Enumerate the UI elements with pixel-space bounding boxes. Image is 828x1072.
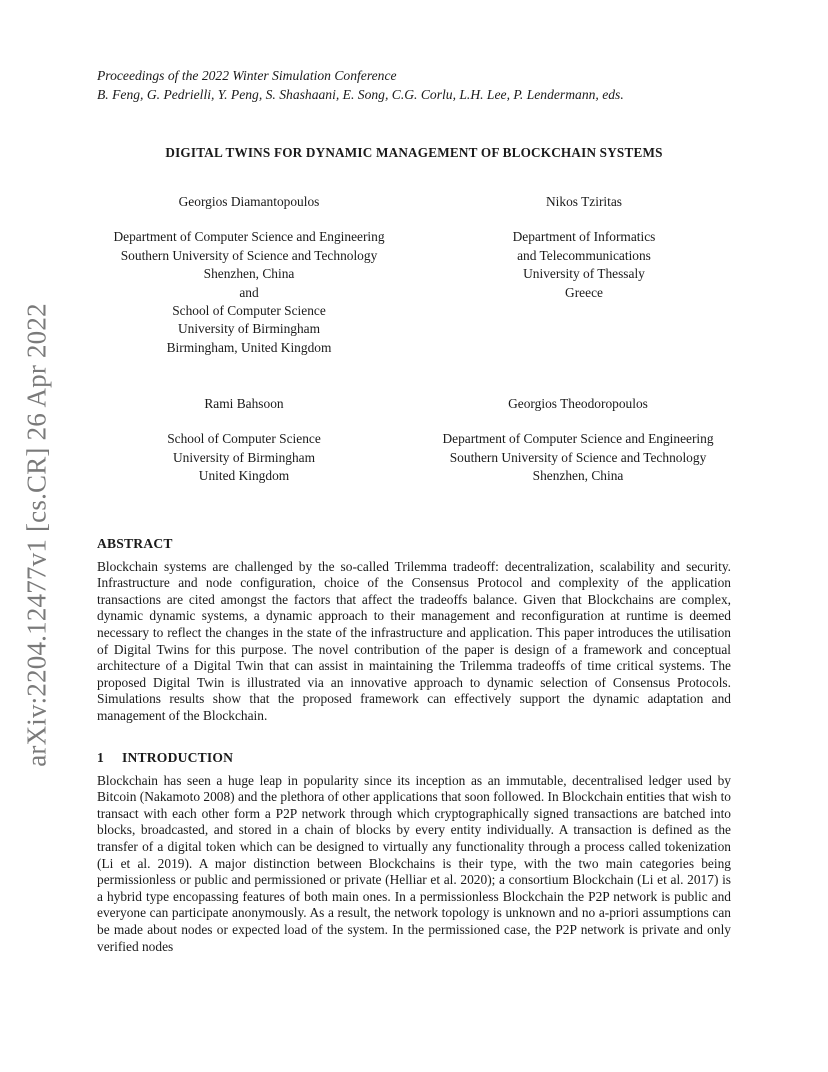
section-title: INTRODUCTION [122,750,234,765]
affiliation-line: Department of Informatics [512,229,656,245]
affiliation-line: and Telecommunications [517,247,651,263]
affiliation-line: School of Computer Science [172,303,326,319]
abstract-heading: ABSTRACT [97,536,173,551]
proceedings-header [97,66,624,104]
introduction-section [97,750,731,955]
affiliation-line: Birmingham, United Kingdom [166,339,332,355]
author-name: Nikos Tziritas [546,194,622,209]
affiliation-line: Department of Computer Science and Engineering [442,431,714,447]
affiliation-line: Southern University of Science and Technology [120,247,378,263]
author-block-1 [97,193,401,357]
introduction-heading [97,750,731,767]
affiliation-line: University of Thessaly [523,266,645,282]
affiliation-line: Greece [565,284,603,300]
author-block-3 [124,395,364,486]
paper-title: DIGITAL TWINS FOR DYNAMIC MANAGEMENT OF BLOCKCHAIN SYSTEMS [165,145,663,160]
affiliation-line: and [239,284,259,300]
affiliation-line: University of Birmingham [177,321,321,337]
section-number: 1 [97,750,104,765]
author-name: Georgios Diamantopoulos [178,194,320,209]
affiliation-line: Southern University of Science and Technology [449,449,707,465]
introduction-text: Blockchain has seen a huge leap in popularity since its inception as an immutable, decentralised ledger used by Bitcoin (Nakamoto 2008) and the plethora of other applications that soon followed. In Blockchain entities that wish to transact with each other form a P2P network through which cryptographically signed transactions are batched into blocks, broadcasted, and stored in a chain of blocks by every entity individually. A transaction is defined as the transfer of a digital token which can be designed to virtually any functionality through a process called tokenization (Li et al. 2019). A major distinction between Blockchains is their type, with the two main categories being permissionless or public and permissioned or private (Helliar et al. 2020); a consortium Blockchain (Li et al. 2017) is a hybrid type encopassing features of both main ones. In a permissionless Blockchain the P2P network is public and everyone can participate anonymously. As a result, the network topology is unknown and no a-priori assumptions can be made about nodes or expected load of the system. In the permissioned case, the P2P network is private and only verified nodes [97,772,731,954]
affiliation-line: Shenzhen, China [532,468,624,484]
affiliation-line: University of Birmingham [172,449,316,465]
editors-line: B. Feng, G. Pedrielli, Y. Peng, S. Shashaani, E. Song, C.G. Corlu, L.H. Lee, P. Lendermann, eds. [97,87,624,102]
affiliation-line: Department of Computer Science and Engineering [113,229,385,245]
affiliation-line: Shenzhen, China [203,266,295,282]
author-block-4 [418,395,738,486]
affiliation-line: United Kingdom [198,468,290,484]
affiliation-line: School of Computer Science [167,431,321,447]
author-name: Rami Bahsoon [204,396,284,411]
arxiv-identifier: arXiv:2204.12477v1 [cs.CR] 26 Apr 2022 [21,303,52,767]
conference-name: Proceedings of the 2022 Winter Simulation Conference [97,68,397,83]
author-block-2 [454,193,714,302]
abstract-text: Blockchain systems are challenged by the so-called Trilemma tradeoff: decentralization, scalability and security. Infrastructure and node configuration, choice of the Consensus Protocol and complexity of the application transactions are cited amongst the factors that affect the tradeoffs balance. Given that Blockchains are complex, dynamic dynamic systems, a dynamic approach to their management and reconfiguration at runtime is deemed necessary to reflect the changes in the state of the infrastructure and application. This paper introduces the utilisation of Digital Twins for this purpose. The novel contribution of the paper is design of a framework and conceptual architecture of a Digital Twin that can assist in maintaining the Trilemma tradeoffs of time critical systems. The proposed Digital Twin is illustrated via an innovative approach to dynamic selection of Consensus Protocols. Simulations results show that the proposed framework can effectively support the dynamic adaptation and management of the Blockchain. [97,558,731,723]
abstract-section [97,536,731,725]
author-name: Georgios Theodoropoulos [508,396,648,411]
